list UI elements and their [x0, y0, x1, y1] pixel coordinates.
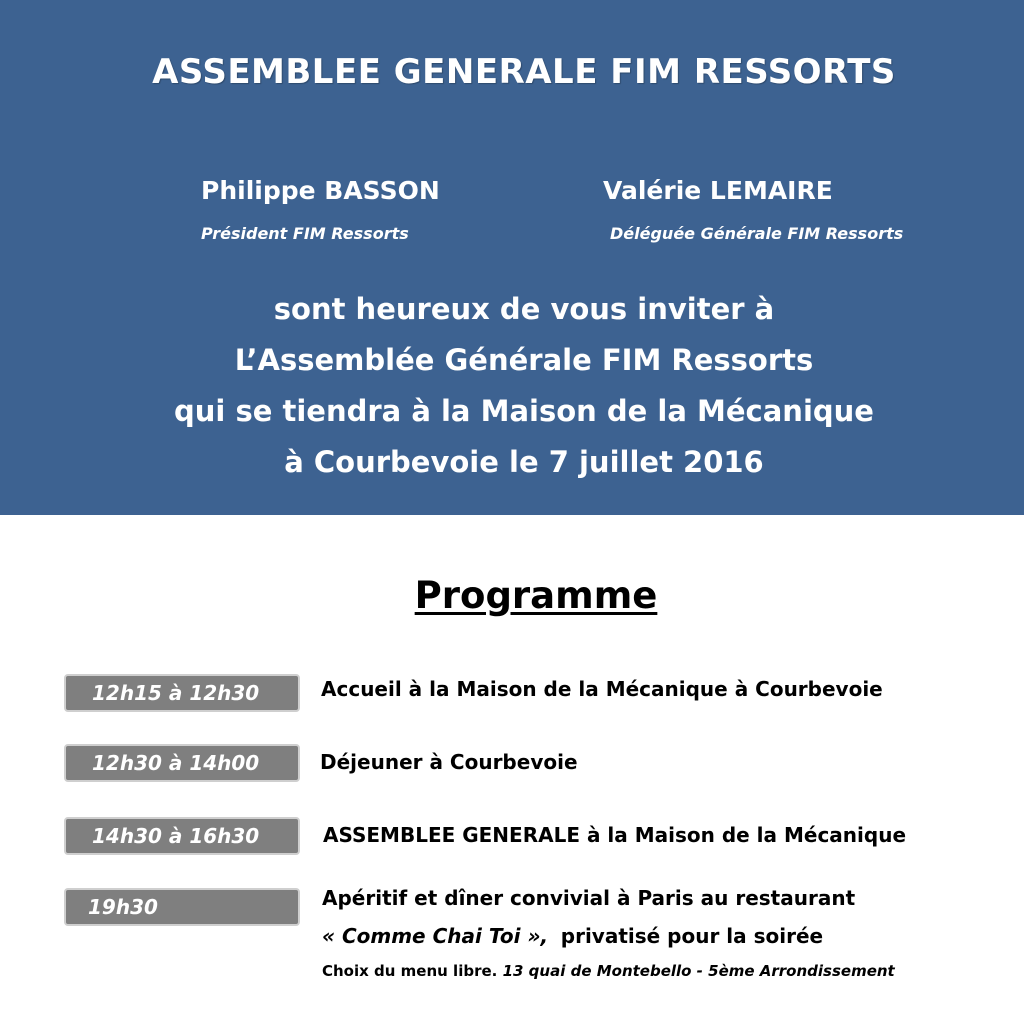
host-name-president: Philippe BASSON — [201, 176, 440, 205]
host-role-president: Président FIM Ressorts — [201, 224, 409, 243]
programme-title: Programme — [414, 574, 658, 617]
restaurant-name: « Comme Chai Toi », — [322, 924, 549, 948]
invitation-line-1: sont heureux de vous inviter à — [273, 292, 775, 326]
programme-item-text: ASSEMBLEE GENERALE à la Maison de la Mécanique — [323, 823, 907, 847]
programme-item-text: Déjeuner à Courbevoie — [320, 750, 578, 774]
menu-note: Choix du menu libre. — [322, 962, 498, 980]
page-title: ASSEMBLEE GENERALE FIM RESSORTS — [152, 52, 896, 92]
host-role-delegate: Déléguée Générale FIM Ressorts — [610, 224, 904, 243]
time-badge: 12h30 à 14h00 — [64, 744, 300, 782]
restaurant-line — [322, 924, 823, 948]
programme-item-text: Accueil à la Maison de la Mécanique à Courbevoie — [321, 677, 883, 701]
programme-item-text: Apéritif et dîner convivial à Paris au restaurant — [322, 886, 856, 910]
restaurant-note: privatisé pour la soirée — [560, 924, 824, 948]
time-badge: 19h30 — [64, 888, 300, 926]
invitation-line-2: L’Assemblée Générale FIM Ressorts — [234, 343, 814, 377]
invitation-line-3: qui se tiendra à la Maison de la Mécanique — [174, 394, 874, 428]
menu-address-line — [322, 962, 895, 980]
restaurant-address: 13 quai de Montebello - 5ème Arrondissement — [502, 962, 895, 980]
host-name-delegate: Valérie LEMAIRE — [603, 176, 833, 205]
invitation-line-4: à Courbevoie le 7 juillet 2016 — [284, 445, 764, 479]
time-badge: 12h15 à 12h30 — [64, 674, 300, 712]
time-badge: 14h30 à 16h30 — [64, 817, 300, 855]
